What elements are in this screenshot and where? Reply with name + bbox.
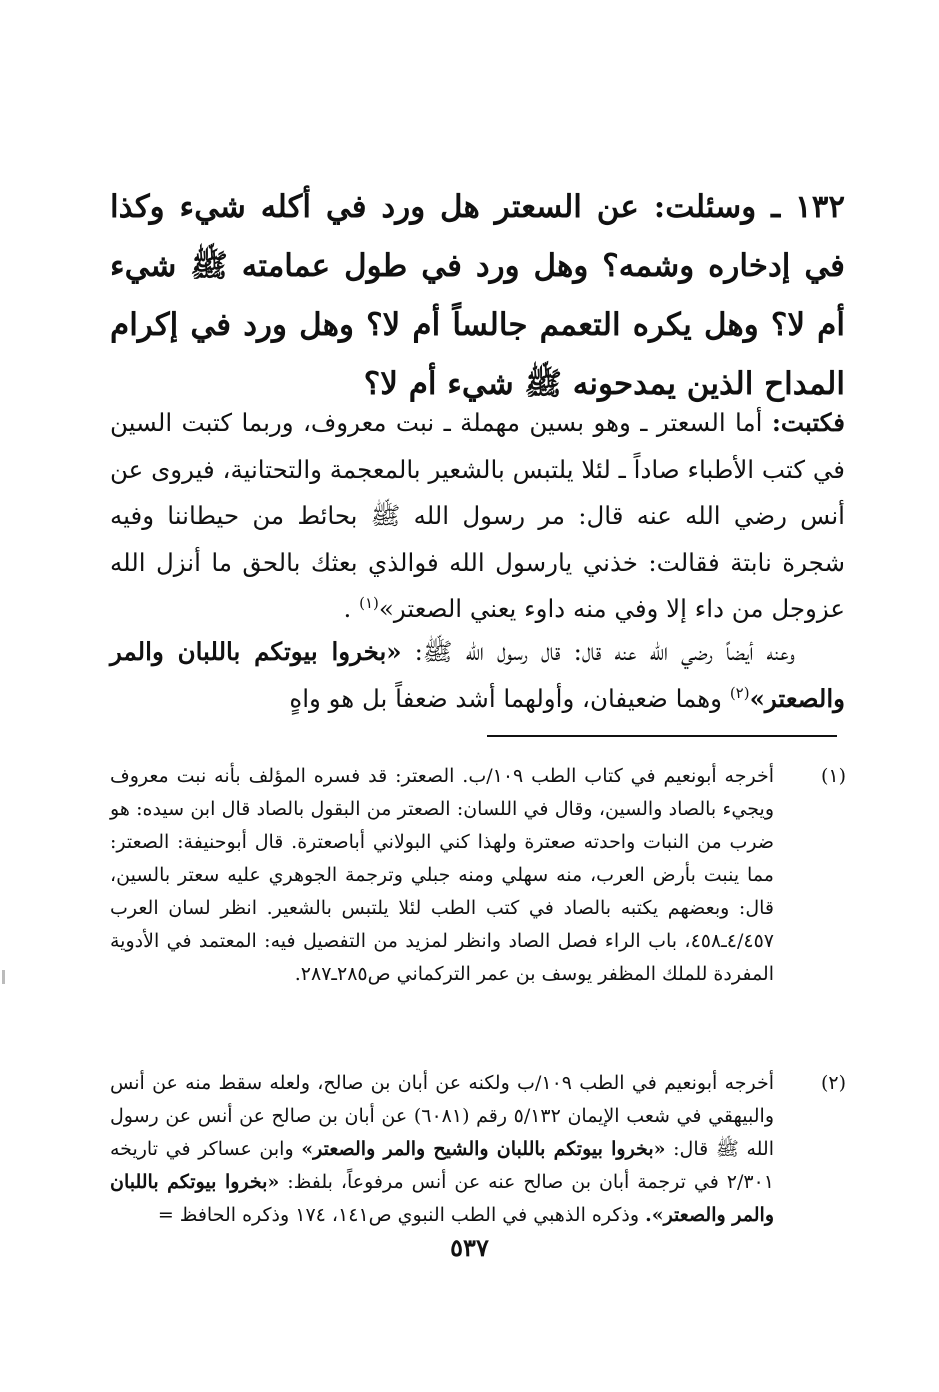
footnote-2 [110, 1067, 846, 1232]
footnote-text-1: أخرجه أبونعيم في كتاب الطب ١٠٩/ب. الصعتر: قد فسره المؤلف بأنه نبت معروف ويجيء بالصاد والسين، وقال في اللسان: الصعتر من البقول بالصاد قال ابن سيده: هو ضرب من النبات واحدته صعترة ولهذا كني البولاني أباصعترة. قال أبوحنيفة: الصعتر: مما ينبت بأرض العرب، منه سهلي ومنه جبلي وترجمة الجوهري عليه سعتر بالسين، قال: وبعضهم يكتبه بالصاد في كتب الطب لئلا يلتبس بالشعير. انظر لسان العرب ٤/٤٥٧ـ٤٥٨، باب الراء فصل الصاد وانظر لمزيد من التفصيل فيه: المعتمد في الأدوية المفردة للملك المظفر يوسف بن عمر التركماني ص٢٨٥ـ٢٨٧. [110, 765, 774, 985]
footnote-mark-1: (١) [820, 765, 846, 787]
answer-rest-2: وهما ضعيفان، وأولهما أشد ضعفاً بل هو واهٍ [289, 683, 723, 713]
answer-intro-2: وعنه أيضاً رضي الله عنه قال: قال رسول الله ﷺ: [414, 637, 795, 666]
answer-paragraph-2 [110, 629, 845, 722]
footnote-2-part-c: وذكره الذهبي في الطب النبوي ص١٤١، ١٧٤ وذكره الحافظ = [157, 1204, 640, 1226]
question-text: ـ وسئلت: عن السعتر هل ورد في أكله شيء وكذا في إدخاره وشمه؟ وهل ورد في طول عمامته ﷺ شيء أم لا؟ وهل يكره التعمم جالساً أم لا؟ وهل ورد في إكرام المداح الذين يمدحونه ﷺ شيء أم لا؟ [110, 189, 845, 402]
footnote-text-2 [110, 1067, 774, 1232]
footnote-ref-2[interactable]: (٢) [729, 683, 750, 702]
question-number: ١٣٢ [795, 189, 845, 225]
footnote-2-part-a: أخرجه أبونعيم في الطب ١٠٩/ب ولكنه عن أبان بن صالح، ولعله سقط منه عن أنس والبيهقي في شعب الإيمان ٥/١٣٢ رقم (٦٠٨١) عن أبان بن صالح عن أنس عن رسول الله ﷺ قال: [110, 1072, 775, 1160]
footnote-ref-1[interactable]: (١) [359, 593, 379, 612]
margin-mark [2, 970, 5, 984]
footnote-1 [110, 760, 846, 991]
page-number: ٥٣٧ [450, 1233, 489, 1262]
answer-lead: فكتبت: [771, 408, 845, 437]
footnote-mark-2: (٢) [820, 1072, 846, 1094]
footnote-2-quote-a: «بخروا بيوتكم باللبان والشيح والمر والصعتر» [301, 1138, 666, 1160]
question-paragraph [110, 178, 845, 414]
answer-end-1: . [343, 594, 352, 623]
footnote-2-part-b: وابن عساكر في تاريخه ٢/٣٠١ في ترجمة أبان بن صالح عنه عن أنس مرفوعاً، بلفظ: [110, 1138, 774, 1193]
hadith-quote: «بخروا بيوتكم باللبان والمر والصعتر» [110, 637, 845, 713]
answer-text-1: أما السعتر ـ وهو بسين مهملة ـ نبت معروف، وربما كتبت السين في كتب الأطباء صاداً ـ لئلا يلتبس بالشعير بالمعجمة والتحتانية، فيروى عن أنس رضي الله عنه قال: مر رسول الله ﷺ بحائط من حيطاننا وفيه شجرة نابتة فقالت: خذني يارسول الله فوالذي بعثك بالحق ما أنزل الله عزوجل من داء إلا وفي منه داوء يعني الصعتر» [110, 408, 845, 623]
answer-paragraph-1 [110, 400, 845, 633]
footnote-2-quote-b: «بخروا بيوتكم باللبان والمر والصعتر». [110, 1171, 774, 1226]
footnote-separator [487, 735, 837, 737]
